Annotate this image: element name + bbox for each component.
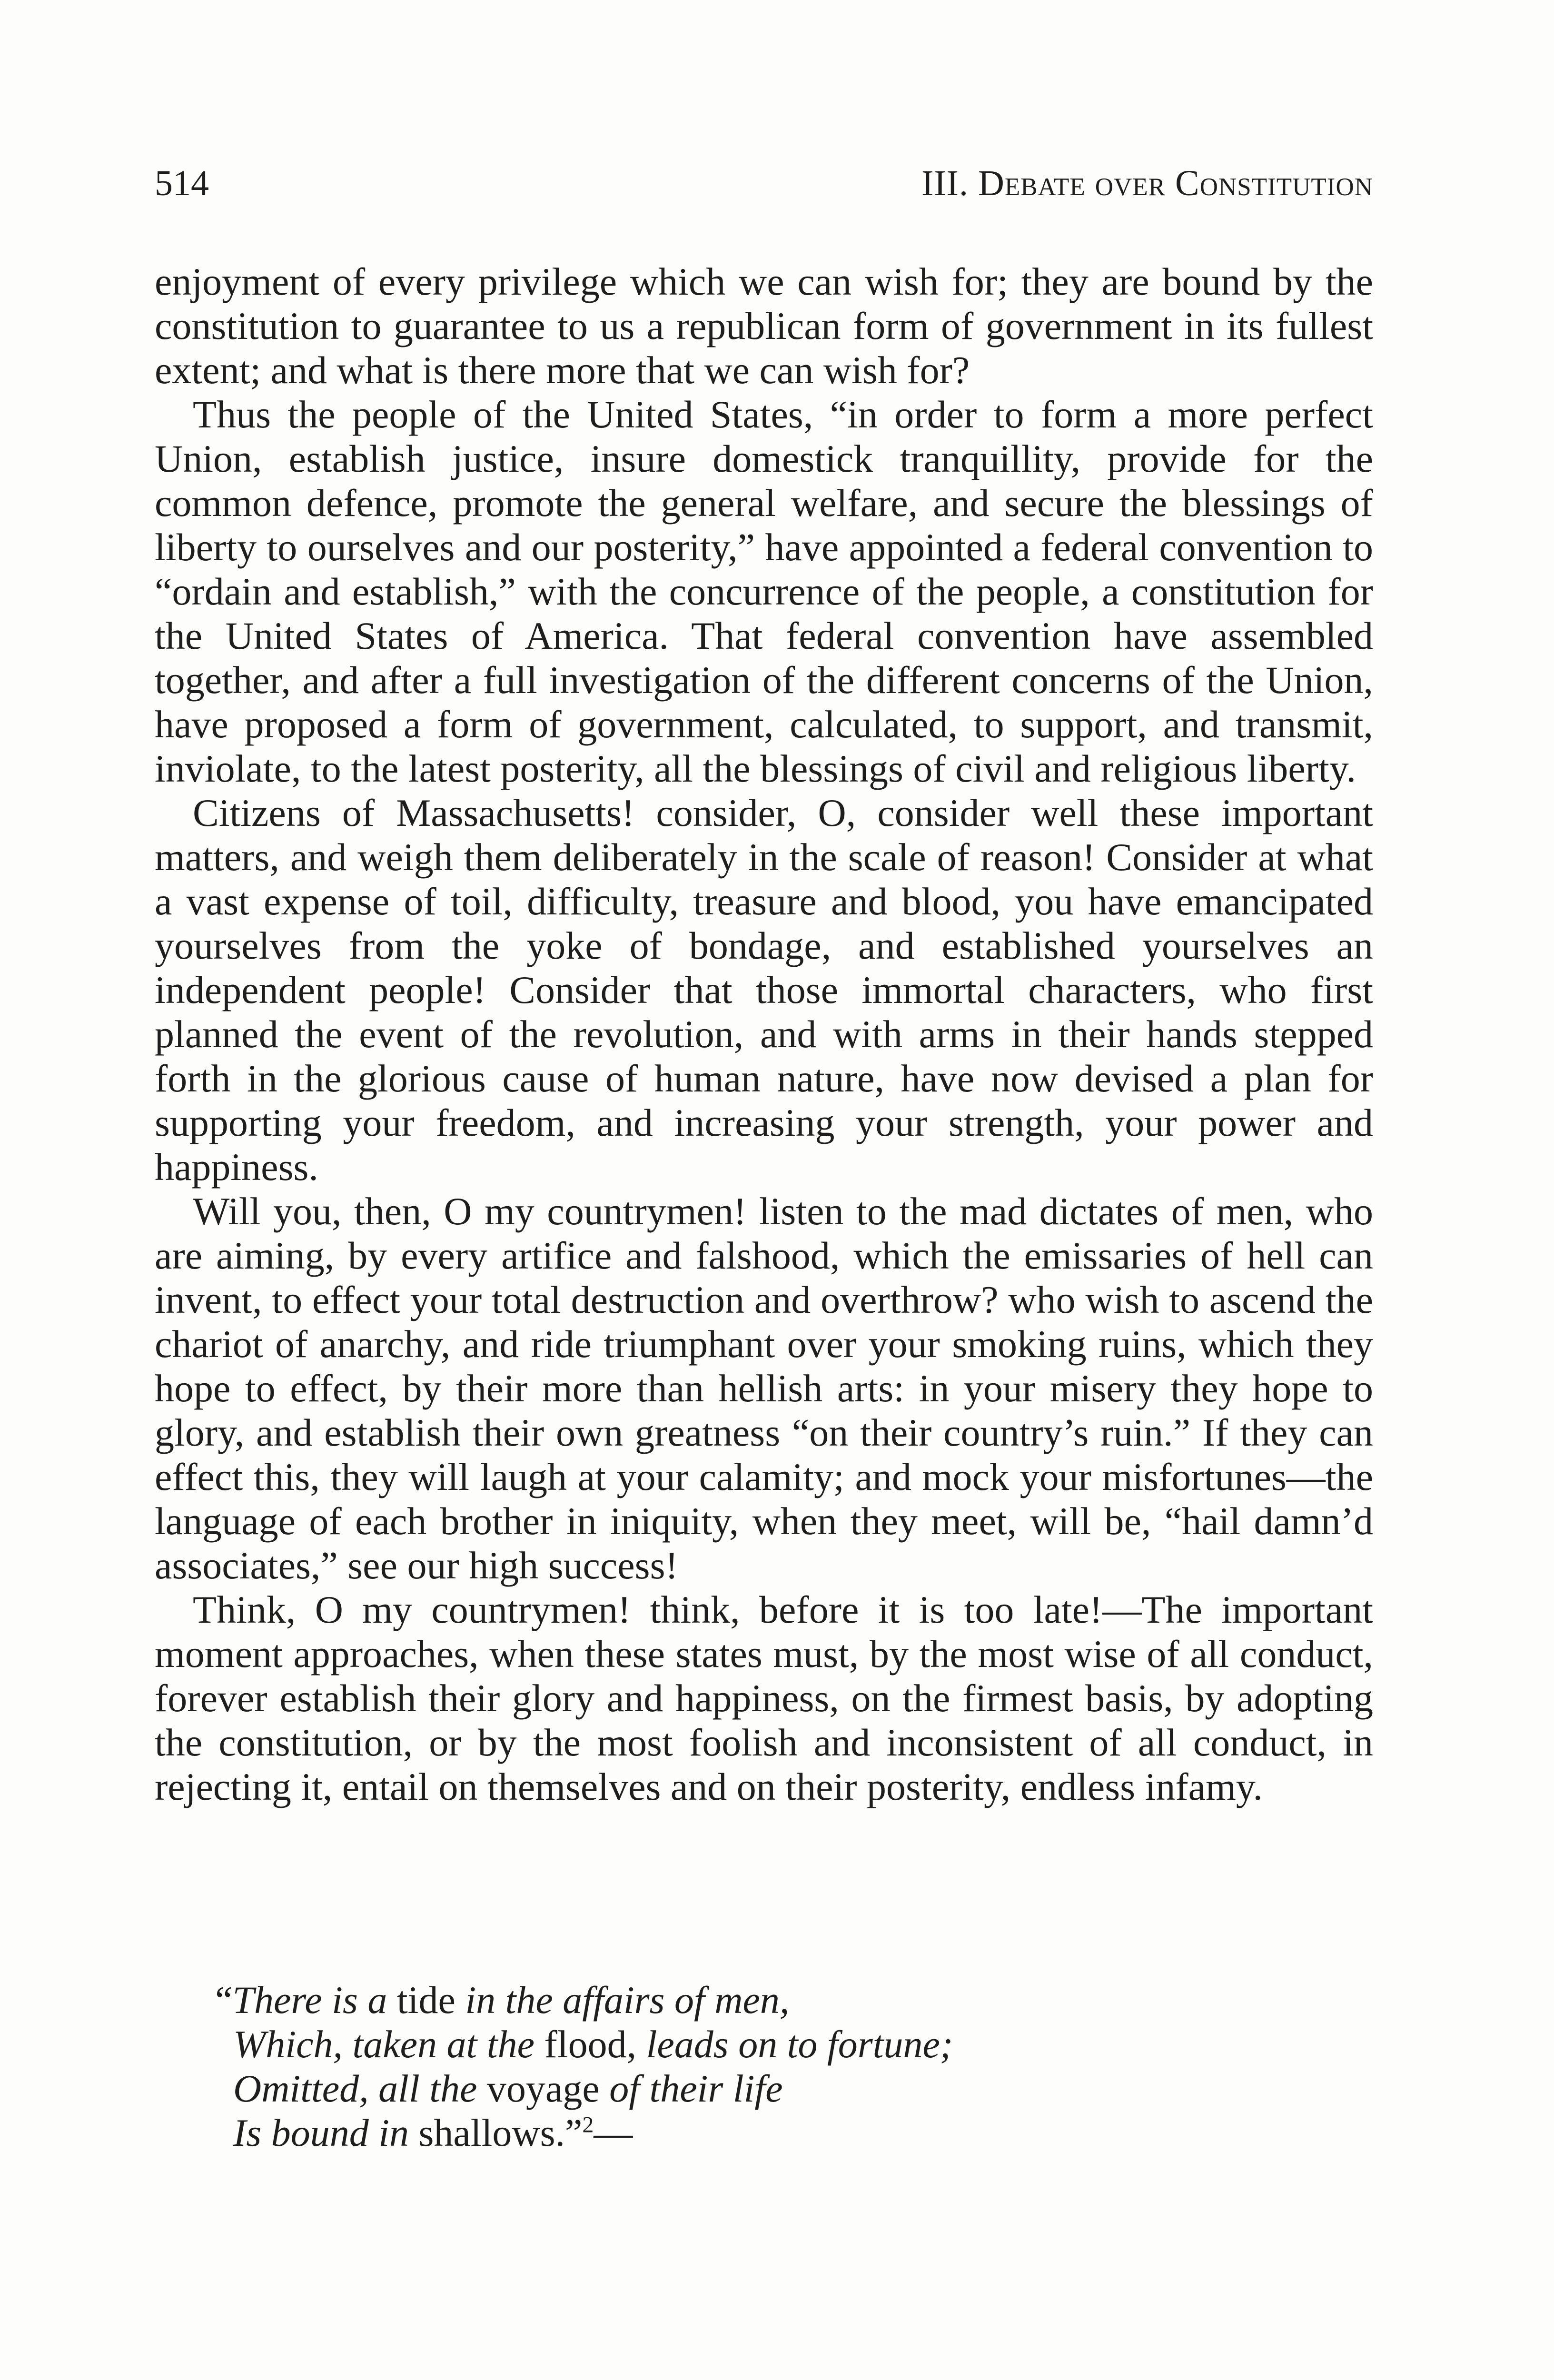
paragraph-continuation: enjoyment of every privilege which we can wish for; they are bound by the constitution to guarantee to us a republican form of government in its fullest extent; and what is there more that we can wish for? [155, 260, 1373, 392]
verse-italic-text: of their life [609, 2067, 783, 2110]
verse-open-quote: “ [215, 1978, 233, 2022]
footnote-marker: 2 [582, 2112, 594, 2138]
paragraph: Will you, then, O my countrymen! listen to the mad dictates of men, who are aiming, by every artifice and falshood, which the emissaries of hell can invent, to effect your total destruction and overthrow? who wish to ascend the chariot of anarchy, and ride triumphant over your smoking ruins, which they hope to effect, by their more than hellish arts: in your misery they hope to glory, and establish their own greatness “on their country’s ruin.” If they can effect this, they will laugh at your calamity; and mock your misfortunes—the language of each brother in iniquity, when they meet, will be, “hail damn’d associates,” see our high success! [155, 1190, 1373, 1587]
verse-quotation [215, 1978, 953, 2155]
verse-italic-text: Omitted, all the [233, 2067, 477, 2110]
verse-italic-text: Which, taken at the [233, 2023, 535, 2066]
verse-roman-text: voyage [477, 2067, 610, 2110]
running-head-space: C [1166, 163, 1200, 203]
verse-line [233, 2022, 953, 2066]
running-head-caps-2: onstitution [1199, 163, 1373, 203]
verse-italic-text: There is a [232, 1978, 387, 2022]
verse-italic-text: Is bound in [233, 2111, 409, 2154]
verse-roman-text: tide [387, 1978, 465, 2022]
paragraph: Thus the people of the United States, “in order to form a more perfect Union, establish justice, insure domestick tranquillity, provide for the common defence, promote the general welfare, and secure the blessings of liberty to ourselves and our posterity,” have appointed a federal convention to “ordain and establish,” with the concurrence of the people, a constitution for the United States of America. That federal convention have assembled together, and after a full investigation of the different concerns of the Union, have proposed a form of government, calculated, to support, and transmit, inviolate, to the latest posterity, all the blessings of civil and religious liberty. [155, 393, 1373, 790]
verse-line [215, 1978, 953, 2022]
running-head-caps-1: ebate over [1004, 163, 1166, 203]
page-header [155, 157, 1373, 209]
verse-italic-text: in the affairs of men, [465, 1978, 790, 2022]
verse-dash: — [594, 2111, 633, 2154]
verse-roman-text: shallows.” [409, 2111, 583, 2154]
verse-roman-text: flood, [534, 2023, 646, 2066]
paragraph: Citizens of Massachusetts! consider, O, consider well these important matters, and weigh them deliberately in the scale of reason! Consider at what a vast expense of toil, difficulty, treasure and blood, you have emancipated yourselves from the yoke of bondage, and established yourselves an independent people! Consider that those immortal characters, who first planned the event of the revolution, and with arms in their hands stepped forth in the glorious cause of human nature, have now devised a plan for supporting your freedom, and increasing your strength, your power and happiness. [155, 791, 1373, 1189]
verse-line [233, 2111, 953, 2155]
running-head [921, 157, 1373, 209]
paragraph: Think, O my countrymen! think, before it is too late!—The important moment approaches, when these states must, by the most wise of all conduct, forever establish their glory and happiness, on the firmest basis, by adopting the constitution, or by the most foolish and inconsistent of all conduct, in rejecting it, entail on themselves and on their posterity, endless infamy. [155, 1588, 1373, 1808]
page-number: 514 [155, 163, 209, 203]
verse-line [233, 2066, 953, 2111]
body-text [155, 259, 1373, 1809]
verse-italic-text: leads on to fortune; [646, 2023, 953, 2066]
running-head-prefix: III. D [921, 163, 1005, 203]
